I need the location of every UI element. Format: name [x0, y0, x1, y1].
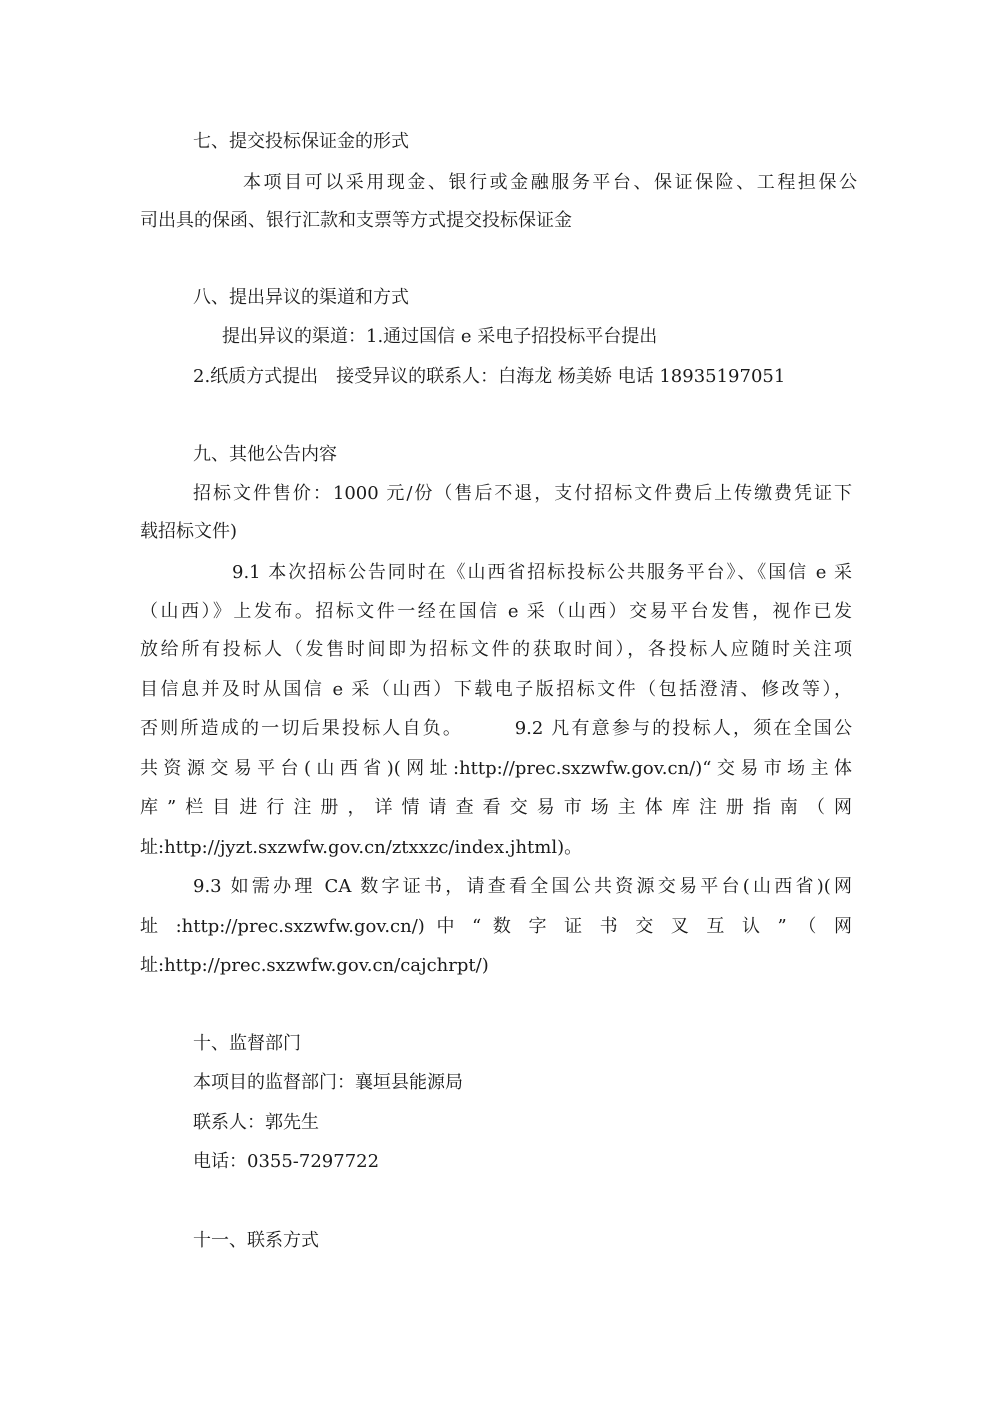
- paragraph-line: 联系人：郭先生: [193, 1112, 319, 1133]
- section-heading: 十一、联系方式: [193, 1230, 319, 1251]
- paragraph-line: 本项目可以采用现金、银行或金融服务平台、保证保险、工程担保公: [243, 172, 857, 193]
- section-heading: 九、其他公告内容: [193, 444, 337, 465]
- paragraph-line: 址 :http://prec.sxzwfw.gov.cn/) 中 “ 数 字 证 书 交 叉 互 认 ” （ 网: [140, 916, 852, 937]
- paragraph-line: 2.纸质方式提出 接受异议的联系人：白海龙 杨美娇 电话 18935197051: [193, 366, 786, 387]
- paragraph-line: 司出具的保函、银行汇款和支票等方式提交投标保证金: [140, 210, 572, 231]
- section-heading: 十、监督部门: [193, 1033, 301, 1054]
- paragraph-line: 电话：0355-7297722: [193, 1151, 380, 1172]
- paragraph-line: 目信息并及时从国信 e 采（山西）下载电子版招标文件（包括澄清、修改等），: [140, 679, 852, 700]
- paragraph-line: 提出异议的渠道：1.通过国信 e 采电子招投标平台提出: [222, 326, 658, 347]
- paragraph-line: 9.1 本次招标公告同时在《山西省招标投标公共服务平台》、《国信 e 采: [232, 562, 852, 583]
- paragraph-line: 库”栏目进行注册，详情请查看交易市场主体库注册指南（网: [140, 797, 852, 818]
- paragraph-line: 9.3 如需办理 CA 数字证书，请查看全国公共资源交易平台(山西省)(网: [193, 876, 852, 897]
- paragraph-line: （山西）》上发布。招标文件一经在国信 e 采（山西）交易平台发售，视作已发: [140, 601, 852, 622]
- paragraph-line: 本项目的监督部门：襄垣县能源局: [193, 1072, 463, 1093]
- paragraph-line: 共资源交易平台(山西省)(网址:http://prec.sxzwfw.gov.cn/)“交易市场主体: [140, 758, 852, 779]
- paragraph-line: 址:http://prec.sxzwfw.gov.cn/cajchrpt/): [140, 955, 489, 976]
- section-heading: 八、提出异议的渠道和方式: [193, 287, 409, 308]
- paragraph-line: 载招标文件): [140, 521, 238, 542]
- paragraph-line: 招标文件售价：1000 元/份（售后不退，支付招标文件费后上传缴费凭证下: [193, 483, 852, 504]
- paragraph-line: 放给所有投标人（发售时间即为招标文件的获取时间），各投标人应随时关注项: [140, 639, 852, 660]
- paragraph-line: 否则所造成的一切后果投标人自负。 9.2 凡有意参与的投标人，须在全国公: [140, 718, 852, 739]
- section-heading: 七、提交投标保证金的形式: [193, 131, 409, 152]
- paragraph-line: 址:http://jyzt.sxzwfw.gov.cn/ztxxzc/index.jhtml)。: [140, 837, 583, 858]
